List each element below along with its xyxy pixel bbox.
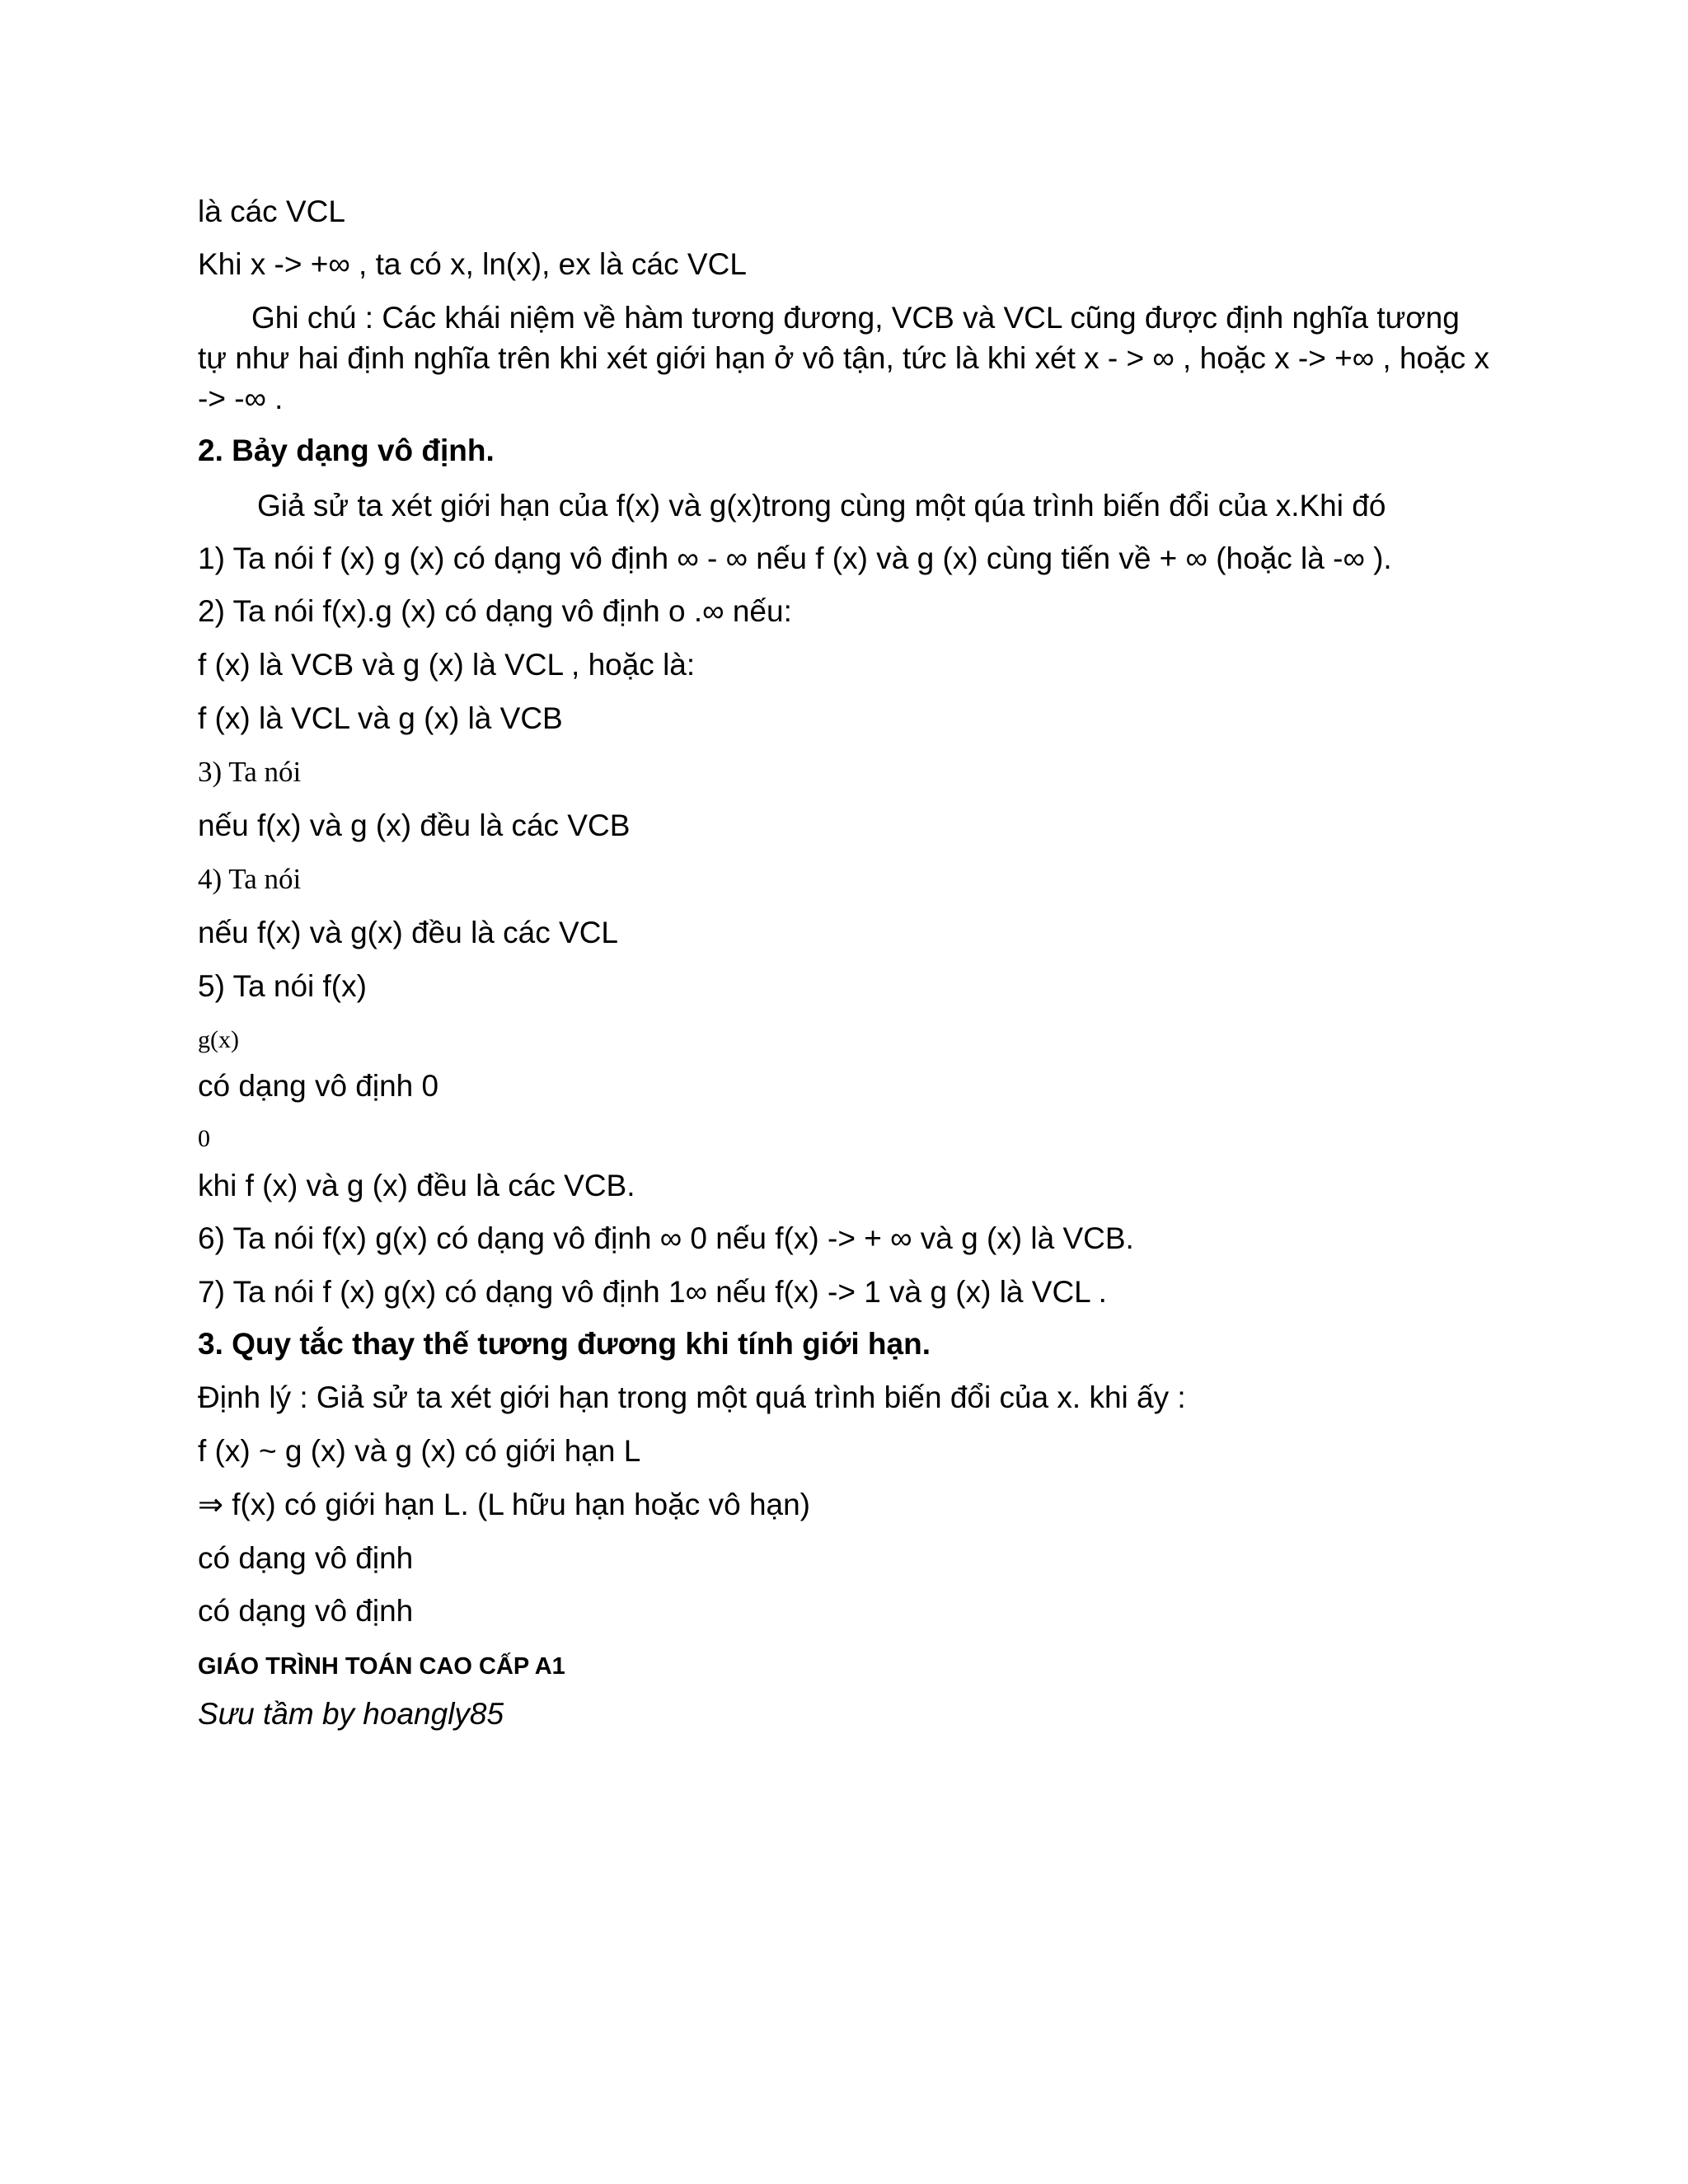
list-item: 6) Ta nói f(x) g(x) có dạng vô định ∞ 0 nếu f(x) -> + ∞ và g (x) là VCB. — [198, 1221, 1134, 1255]
section-heading: 3. Quy tắc thay thế tương đương khi tính giới hạn. — [198, 1327, 931, 1361]
list-item: 2) Ta nói f(x).g (x) có dạng vô định o .∞ nếu: — [198, 594, 792, 628]
formula-fragment: 0 — [198, 1125, 210, 1152]
text-line: Giả sử ta xét giới hạn của f(x) và g(x)trong cùng một qúa trình biến đổi của x.Khi đó — [257, 489, 1386, 523]
list-item: 3) Ta nói — [198, 756, 302, 788]
footer-credit: Sưu tầm by hoangly85 — [198, 1697, 504, 1731]
text-line: là các VCL — [198, 194, 345, 228]
note-paragraph-line: -> -∞ . — [198, 382, 284, 415]
formula-fragment: g(x) — [198, 1026, 239, 1053]
note-paragraph-line: tự như hai định nghĩa trên khi xét giới hạn ở vô tận, tức là khi xét x - > ∞ , hoặc x -> +∞ , hoặc x — [198, 341, 1489, 375]
text-line: f (x) là VCB và g (x) là VCL , hoặc là: — [198, 648, 696, 682]
text-line: khi f (x) và g (x) đều là các VCB. — [198, 1169, 635, 1202]
text-line: f (x) là VCL và g (x) là VCB — [198, 701, 563, 735]
text-line: nếu f(x) và g (x) đều là các VCB — [198, 808, 631, 842]
text-line: có dạng vô định — [198, 1541, 414, 1575]
theorem-line: f (x) ~ g (x) và g (x) có giới hạn L — [198, 1434, 641, 1468]
list-item: 5) Ta nói f(x) — [198, 969, 367, 1003]
note-paragraph-line: Ghi chú : Các khái niệm về hàm tương đương, VCB và VCL cũng được định nghĩa tương — [251, 301, 1460, 335]
text-line: nếu f(x) và g(x) đều là các VCL — [198, 916, 618, 949]
section-heading: 2. Bảy dạng vô định. — [198, 434, 495, 467]
list-item: 1) Ta nói f (x) g (x) có dạng vô định ∞ - ∞ nếu f (x) và g (x) cùng tiến về + ∞ (hoặc là -∞ ). — [198, 541, 1392, 575]
theorem-line: Định lý : Giả sử ta xét giới hạn trong một quá trình biến đổi của x. khi ấy : — [198, 1380, 1186, 1414]
footer-title: GIÁO TRÌNH TOÁN CAO CẤP A1 — [198, 1653, 565, 1680]
list-item: 7) Ta nói f (x) g(x) có dạng vô định 1∞ nếu f(x) -> 1 và g (x) là VCL . — [198, 1275, 1107, 1309]
text-line: có dạng vô định — [198, 1594, 414, 1628]
text-line: có dạng vô định 0 — [198, 1069, 439, 1103]
text-line: Khi x -> +∞ , ta có x, ln(x), ex là các VCL — [198, 247, 747, 281]
theorem-line: ⇒ f(x) có giới hạn L. (L hữu hạn hoặc vô hạn) — [198, 1488, 810, 1521]
list-item: 4) Ta nói — [198, 863, 302, 895]
